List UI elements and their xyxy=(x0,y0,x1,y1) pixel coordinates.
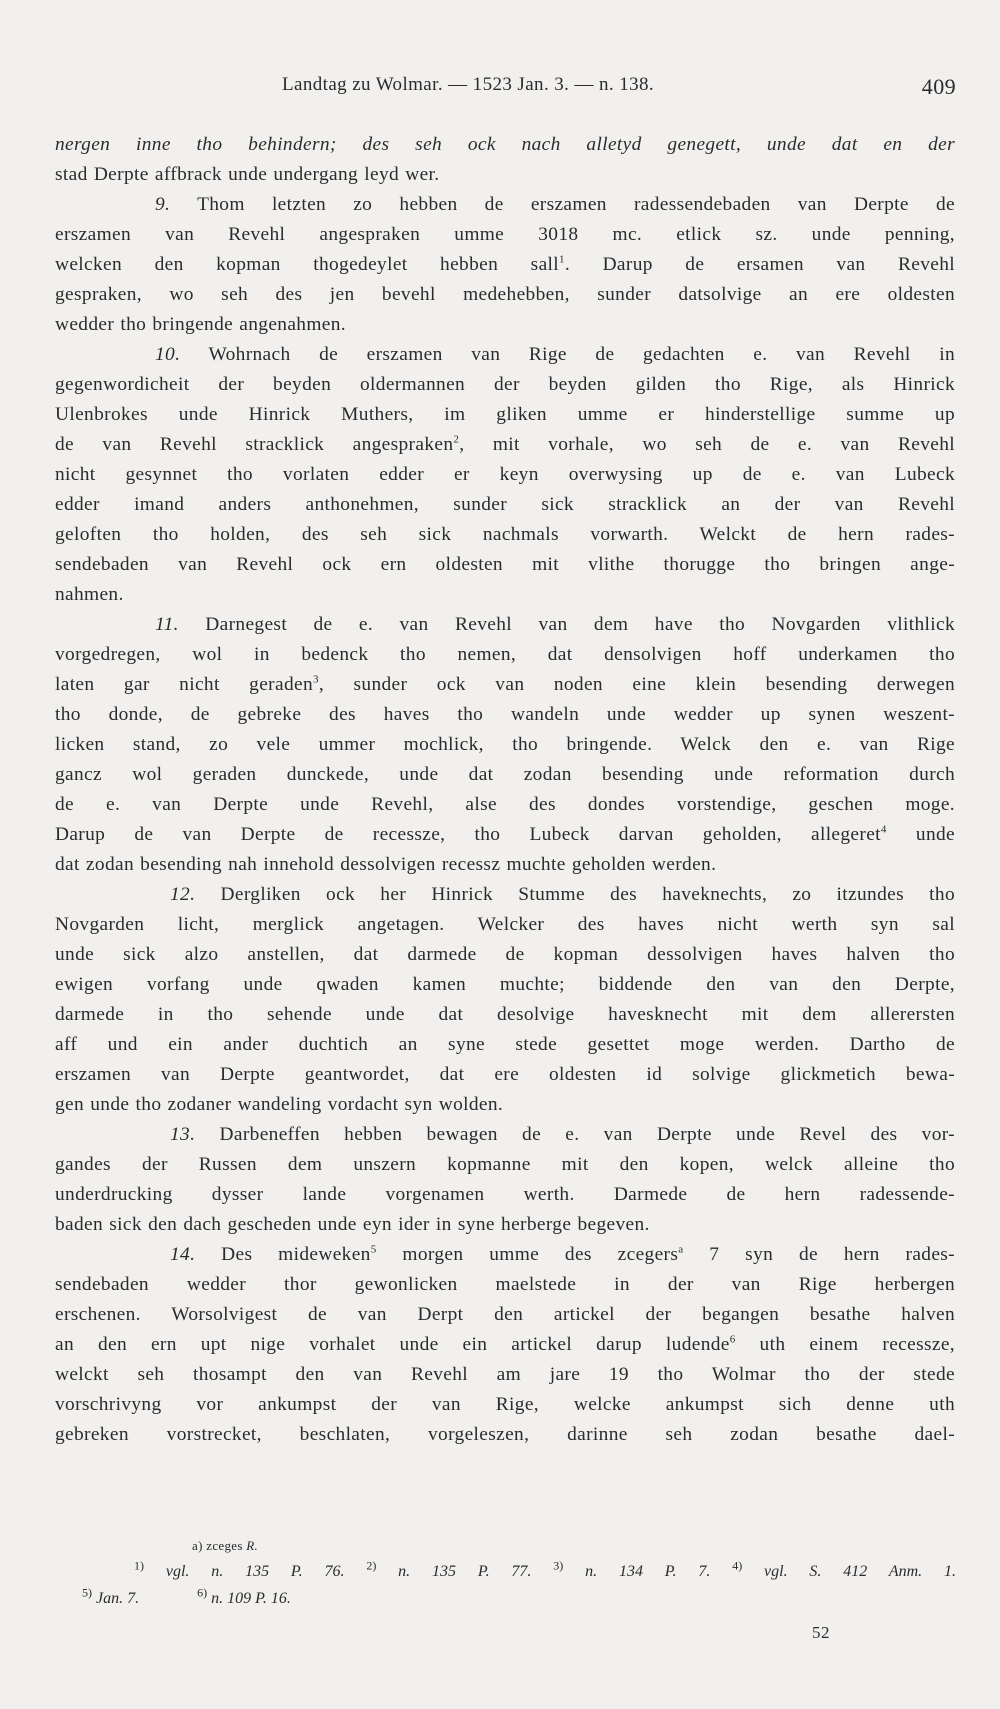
text-line: welckt seh thosampt den van Revehl am jare 19 tho Wolmar tho der stede xyxy=(55,1364,955,1385)
footnote-ref: 1 xyxy=(559,253,565,266)
paragraph-10-start: 10. Wohrnach de erszamen van Rige de gedachten e. van Revehl in xyxy=(155,344,955,365)
text-line: gancz wol geraden dunckede, unde dat zodan besending unde reformation durch xyxy=(55,764,955,785)
text-line: nergen inne tho behindern; des seh ock nach alletyd genegett, unde dat en der xyxy=(55,134,955,155)
footnote-5: $^{5)}$ Jan. 7. xyxy=(82,1585,140,1607)
text-line: tho donde, de gebreke des haves tho wandeln unde wedder up synen weszent- xyxy=(55,704,955,725)
footnote-ref: 4 xyxy=(880,823,887,836)
footnotes-row-1 xyxy=(134,1558,957,1581)
printer-signature: 52 xyxy=(812,1623,830,1642)
text-line: underdrucking dysser lande vorgenamen werth. Darmede de hern radessende- xyxy=(55,1184,955,1205)
paragraph-11-start: 11. Darnegest de e. van Revehl van dem have tho Novgarden vlithlick xyxy=(155,614,955,635)
siglum: R. xyxy=(246,1538,259,1553)
text-line: gandes der Russen dem unszern kopmanne mit den kopen, welck alleine tho xyxy=(55,1154,955,1175)
text-line: licken stand, zo vele ummer mochlick, tho bringende. Welck den e. van Rige xyxy=(55,734,955,755)
footnote-2: $^{2)}$ n. 135 P. 77. xyxy=(366,1558,532,1580)
text-line: gen unde tho zodaner wandeling vordacht syn wolden. xyxy=(55,1094,504,1115)
text-line: sendebaden van Revehl ock ern oldesten mit vlithe thorugge tho bringen ange- xyxy=(55,554,955,575)
running-head xyxy=(0,74,1000,104)
text-line: wedder tho bringende angenahmen. xyxy=(55,314,346,335)
text-line: vorgedregen, wol in bedenck tho nemen, dat densolvigen hoff underkamen tho xyxy=(55,644,955,665)
text-line: darmede in tho sehende unde dat desolvige havesknecht mit dem allerersten xyxy=(55,1004,955,1025)
text-line: Ulenbrokes unde Hinrick Muthers, im gliken umme er hinderstellige summe up xyxy=(55,404,955,425)
paragraph-number: 9. xyxy=(155,194,171,215)
text-line: edder imand anders anthonehmen, sunder sick stracklick an der van Revehl xyxy=(55,494,955,515)
paragraph-number: 14. xyxy=(170,1244,196,1265)
paragraph-12-start: 12. Dergliken ock her Hinrick Stumme des haveknechts, zo itzundes tho xyxy=(170,884,956,905)
paragraph-14-start: 14. Des mideweken$^5$ morgen umme des zcegers$^a$ 7 syn de hern rades- xyxy=(170,1243,955,1265)
text-line: baden sick den dach gescheden unde eyn ider in syne herberge begeven. xyxy=(55,1214,650,1235)
body-text xyxy=(55,130,955,1450)
text-line: dat zodan besending nah innehold dessolvigen recessz muchte geholden werden. xyxy=(55,854,717,875)
text-line: erszamen van Derpte geantwordet, dat ere oldesten id solvige glickmetich bewa- xyxy=(55,1064,955,1085)
running-title: Landtag zu Wolmar. — 1523 Jan. 3. — n. 138. xyxy=(282,74,655,95)
text-line: gegenwordicheit der beyden oldermannen der beyden gilden tho Rige, als Hinrick xyxy=(55,374,955,395)
footnote-ref: 5 xyxy=(370,1243,377,1256)
text-line: gespraken, wo seh des jen bevehl medehebben, sunder datsolvige an ere oldesten xyxy=(55,284,955,305)
page-number: 409 xyxy=(921,74,956,99)
paragraph-number: 11. xyxy=(155,614,179,635)
footnote-4: $^{4)}$ vgl. S. 412 Anm. 1. xyxy=(732,1558,957,1580)
text-line: nahmen. xyxy=(55,584,124,605)
text-line: gebreken vorstrecket, beschlaten, vorgeleszen, darinne seh zodan besathe dael- xyxy=(55,1424,955,1445)
textual-note: a) zceges R. xyxy=(192,1538,259,1553)
footnote-3: $^{3)}$ n. 134 P. 7. xyxy=(553,1558,711,1580)
text-line: Darup de van Derpte de recessze, tho Lubeck darvan geholden, allegeret$^4$ unde xyxy=(55,823,955,845)
text-line: de e. van Derpte unde Revehl, alse des dondes vorstendige, geschen moge. xyxy=(55,794,955,815)
footnotes-row-2 xyxy=(82,1585,291,1608)
paragraph-number: 10. xyxy=(155,344,181,365)
footnote-ref: 6 xyxy=(729,1333,736,1346)
text-line: nicht gesynnet tho vorlaten edder er keyn overwysing up de e. van Lubeck xyxy=(55,464,955,485)
text-line: welcken den kopman thogedeylet hebben sall$^1$. Darup de ersamen van Revehl xyxy=(55,253,955,275)
footnote-ref: 2 xyxy=(453,433,460,446)
footnote-6: $^{6)}$ n. 109 P. 16. xyxy=(197,1585,291,1607)
paragraph-number: 12. xyxy=(170,884,196,905)
text-line: vorschrivyng vor ankumpst der van Rige, welcke ankumpst sich denne uth xyxy=(55,1394,955,1415)
paragraph-number: 13. xyxy=(170,1124,196,1145)
text-line: aff und ein ander duchtich an syne stede gesettet moge werden. Dartho de xyxy=(55,1034,955,1055)
text-line: laten gar nicht geraden$^3$, sunder ock van noden eine klein besending derwegen xyxy=(55,673,956,695)
text-line: de van Revehl stracklick angespraken$^2$, mit vorhale, wo seh de e. van Revehl xyxy=(55,433,955,455)
footnote-ref: 3 xyxy=(313,673,319,686)
text-line: stad Derpte affbrack unde undergang leyd wer. xyxy=(55,164,440,185)
footnote-1: $^{1)}$ vgl. n. 135 P. 76. xyxy=(134,1558,345,1580)
footnote-ref-letter: a xyxy=(678,1243,684,1256)
text-line: an den ern upt nige vorhalet unde ein artickel darup ludende$^6$ uth einem recessze, xyxy=(55,1333,955,1355)
text-line: unde sick alzo anstellen, dat darmede de kopman dessolvigen haves halven tho xyxy=(55,944,955,965)
text-line: Novgarden licht, merglick angetagen. Welcker des haves nicht werth syn sal xyxy=(55,914,955,935)
paragraph-13-start: 13. Darbeneffen hebben bewagen de e. van Derpte unde Revel des vor- xyxy=(170,1124,955,1145)
text-line: ewigen vorfang unde qwaden kamen muchte; biddende den van den Derpte, xyxy=(55,974,955,995)
text-line: erszamen van Revehl angespraken umme 3018 mc. etlick sz. unde penning, xyxy=(55,224,955,245)
text-line: sendebaden wedder thor gewonlicken maelstede in der van Rige herbergen xyxy=(55,1274,955,1295)
text-line: geloften tho holden, des seh sick nachmals vorwarth. Welckt de hern rades- xyxy=(55,524,955,545)
text-line: erschenen. Worsolvigest de van Derpt den artickel der begangen besathe halven xyxy=(55,1304,955,1325)
paragraph-9-start: 9. Thom letzten zo hebben de erszamen radessendebaden van Derpte de xyxy=(155,194,955,215)
